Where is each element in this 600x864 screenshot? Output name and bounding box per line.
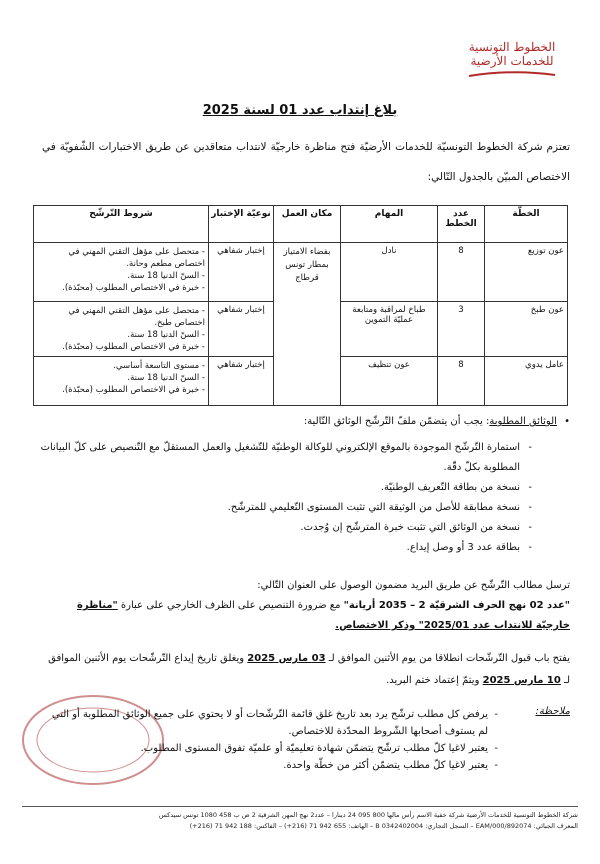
cell-conditions (34, 357, 209, 406)
documents-list (40, 438, 570, 558)
mailing-line-1: ترسل مطالب التّرشّح عن طريق البريد مضمون الوصول على العنوان التّالي: (257, 580, 570, 591)
condition-line: - خبرة في الاختصاص المطلوب (محبّذة). (62, 385, 205, 395)
logo-line-1: الخطوط التونسية (468, 40, 556, 54)
documents-lead: : يجب أن يتضمّن ملفّ التّرشّح الوثائق التّالية: (303, 416, 490, 427)
list-item: - يرفض كل مطلب ترشّح يرد بعد تاريخ غلق قائمة التّرشّحات أو لا يحتوي على جميع الوثائق المطلوبة أو التي لم يستوف أصحابها الشّروط المحدّدة للاختصاص. (40, 706, 498, 740)
close-date: 10 مارس 2025 (482, 675, 561, 686)
page-footer (22, 806, 578, 832)
cell-place: بفضاء الامتياز بمطار تونس قرطاج (274, 243, 341, 406)
header-conditions: شروط التّرشّح (34, 206, 209, 243)
list-item: - نسخة مطابقة للأصل من الوثيقة التي تثبت المستوى التّعليمي للمترشّح. (40, 498, 532, 518)
list-item: - يعتبر لاغيا كلّ مطلب يتضمّن أكثر من خطّة واحدة. (40, 757, 498, 774)
list-item: - نسخة من الوثائق التي تثبت خبرة المترشّح إن وُجدت. (40, 518, 532, 538)
cell-plan: عون طبخ (485, 302, 568, 357)
cell-tasks: طباخ لمراقبة ومتابعة عمليّة التموين (341, 302, 438, 357)
table-header-row (34, 206, 568, 243)
condition-line: - مستوى التاسعة أساسي. (113, 361, 205, 371)
list-item: - يعتبر لاغيا كلّ مطلب ترشّح يتضمّن شهادة تعليميّة أو علميّة تفوق المستوى المطلوب. (40, 740, 498, 757)
condition-line: - متحصل على مؤهل التقني المهني في اختصاص مطعم وحانة. (68, 247, 205, 269)
required-documents-section (40, 412, 570, 558)
list-item: - استمارة التّرشّح الموجودة بالموقع الإلكتروني للوكالة الوطنيّة للتّشغيل والعمل المستقلّ مع التّنصيص على كلّ البيانات المطلوبة بكلّ دقّة. (40, 438, 532, 478)
notes-section (40, 706, 570, 774)
condition-line: - السنّ الدنيا 18 سنة. (127, 330, 205, 340)
header-tasks: المهام (341, 206, 438, 243)
condition-line: - السنّ الدنيا 18 سنة. (127, 373, 205, 383)
footer-line-1: شركة الخطوط التونسية للخدمات الأرضية شركة خفية الاسم رأس مالها 800 095 24 دينارا – عدد2 نهج المهن الشرقية 2 ص ب 458 1080 تونس سيدكس (158, 811, 578, 819)
logo-swoosh-icon (467, 69, 557, 79)
condition-line: - خبرة في الاختصاص المطلوب (محبّذة). (62, 283, 205, 293)
mailing-address: "عدد 02 نهج الحرف الشرقيّة 2 – 2035 أريانة" (343, 600, 570, 611)
cell-plan: عامل يدوي (485, 357, 568, 406)
mailing-mid: مع ضرورة التنصيص على الظرف الخارجي على عبارة (117, 600, 344, 611)
bullet-icon: • (564, 416, 570, 427)
notes-label: ملاحظة: (535, 706, 570, 717)
mailing-paragraph (42, 576, 570, 636)
logo-line-2: للخدمات الأرضية (470, 54, 554, 68)
cell-count: 8 (438, 243, 485, 302)
cell-test: إختبار شفاهي (209, 243, 274, 302)
cell-conditions (34, 302, 209, 357)
documents-heading (40, 412, 570, 432)
documents-label: الوثائق المطلوبة (489, 416, 557, 427)
positions-table (33, 205, 568, 406)
dates-part-3: ويتمّ إعتماد ختم البريد. (386, 675, 483, 686)
cell-plan: عون توزيع (485, 243, 568, 302)
header-place: مكان العمل (274, 206, 341, 243)
condition-line: - متحصل على مؤهل التقني المهني في اختصاص طبخ. (68, 306, 205, 328)
cell-count: 8 (438, 357, 485, 406)
header-count: عدد الخطط (438, 206, 485, 243)
mailing-address-block (42, 596, 570, 636)
cell-tasks: عون تنظيف (341, 357, 438, 406)
cell-test: إختبار شفاهي (209, 302, 274, 357)
company-logo (462, 40, 562, 79)
dates-part-1: يفتح باب قبول التّرشّحات انطلاقا من يوم الأثنين الموافق لـ (325, 653, 570, 664)
intro-paragraph: تعتزم شركة الخطوط التونسيّة للخدمات الأرضيّة فتح مناظرة خارجيّة لانتداب متعاقدين عن طريق الاختبارات الشّفويّة في الاختصاص المبيّن بالجدول التّالي: (42, 141, 570, 183)
dates-paragraph (42, 648, 570, 692)
footer-line-2: المعرف الجبائي: 892074/EAM/000 – السجل التجاري: B 0342402004 – الهاتف: 655 942 71 (216+) – الفاكس: 188 942 71 (216+) (189, 822, 578, 830)
table-row (34, 243, 568, 302)
announcement-title: بلاغ إنتداب عدد 01 لسنة 2025 (202, 103, 398, 118)
cell-tasks: نادل (341, 243, 438, 302)
list-item: - نسخة من بطاقة التّعريف الوطنيّة. (40, 478, 532, 498)
dates-part-2: ويغلق تاريخ إيداع التّرشّحات يوم الأثنين الموافق لـ (48, 653, 570, 686)
open-date: 03 مارس 2025 (247, 653, 326, 664)
mailing-phrase: "مناظرة خارجيّة للانتداب عدد 2025/01" وذكر الاختصاص. (76, 600, 570, 631)
header-test: نوعيّة الإختبار (209, 206, 274, 243)
cell-count: 3 (438, 302, 485, 357)
condition-line: - السنّ الدنيا 18 سنة. (127, 271, 205, 281)
condition-line: - خبرة في الاختصاص المطلوب (محبّذة). (62, 342, 205, 352)
list-item: - بطاقة عدد 3 أو وصل إيداع. (40, 538, 532, 558)
cell-conditions (34, 243, 209, 302)
header-plan: الخطّة (485, 206, 568, 243)
cell-test: إختبار شفاهي (209, 357, 274, 406)
notes-list (40, 706, 570, 774)
